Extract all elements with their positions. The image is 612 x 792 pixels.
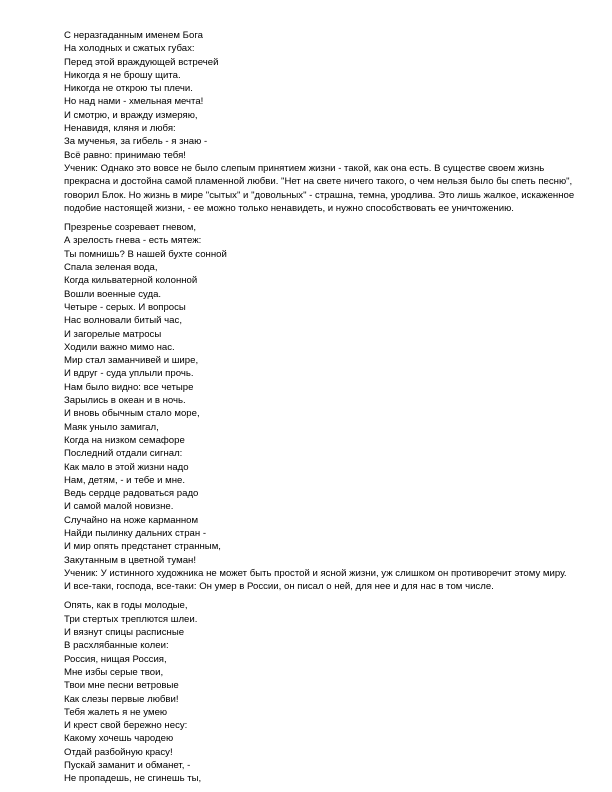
document-page [64,29,584,786]
poem-line: Мир стал заманчивей и шире, [64,355,199,367]
poem-line: Пускай заманит и обманет, - [64,760,191,772]
poem-line: За мученья, за гибель - я знаю - [64,136,208,148]
poem-line: Как слезы первые любви! [64,693,179,705]
poem-stanza-2 [64,221,584,567]
poem-line: Не пропадешь, не сгинешь ты, [64,773,202,785]
poem-line: В расхлябанные колеи: [64,640,169,652]
poem-line: Какому хочешь чародею [64,733,174,745]
poem-line: И вновь обычным стало море, [64,408,200,420]
poem-line: Опять, как в годы молодые, [64,600,188,612]
poem-line: И вдруг - суда уплыли прочь. [64,368,194,380]
poem-line: Отдай разбойную красу! [64,746,173,758]
poem-line: Когда кильватерной колонной [64,275,198,287]
poem-line: Никогда не открою ты плечи. [64,83,193,95]
poem-line: Маяк уныло замигал, [64,421,159,433]
poem-line: Ведь сердце радоваться радо [64,488,199,500]
poem-stanza-1 [64,29,584,162]
poem-stanza-3 [64,599,584,785]
poem-line: Твои мне песни ветровые [64,680,179,692]
poem-line: Нам было видно: все четыре [64,381,194,393]
poem-line: Мне избы серые твои, [64,666,164,678]
poem-line: А зрелость гнева - есть мятеж: [64,235,202,247]
poem-line: И самой малой новизне. [64,501,174,513]
poem-line: Найди пылинку дальних стран - [64,527,207,539]
student-comment-2 [64,567,584,594]
poem-line: Нам, детям, - и тебе и мне. [64,474,186,486]
poem-line: Закутанным в цветной туман! [64,554,197,566]
poem-line: Зарылись в океан и в ночь. [64,395,186,407]
poem-line: И мир опять предстанет странным, [64,541,221,553]
poem-line: Ненавидя, кляня и любя: [64,123,176,135]
poem-line: И крест свой бережно несу: [64,720,188,732]
poem-line: На холодных и сжатых губах: [64,43,195,55]
poem-line: Никогда я не брошу щита. [64,69,181,81]
poem-line: Ходили важно мимо нас. [64,341,175,353]
poem-line: Ты помнишь? В нашей бухте сонной [64,248,227,260]
student-comment-1: Ученик: Однако это вовсе не было слепым принятием жизни - такой, как она есть. В существе своем жизнь прекрасна и достойна самой пламенной любви. "Нет на свете ничего такого, о чем нельзя было бы спеть песню", говорил Блок. Но жизнь в мире "сытых" и "довольных" - страшна, темна, уродлива. Это лишь жалкое, искаженное подобие настоящей жизни, - ее можно только ненавидеть, и нужно способствовать ее уничтожению. [64,162,575,214]
poem-line: И вязнут спицы расписные [64,627,185,639]
poem-line: И загорелые матросы [64,328,162,340]
comment-line: Ученик: У истинного художника не может быть простой и ясной жизни, уж слишком он противоречит этому миру. [64,567,567,579]
poem-line: И смотрю, и вражду измеряю, [64,109,198,121]
poem-line: Вошли военные суда. [64,288,162,300]
poem-line: Презренье созревает гневом, [64,222,197,234]
poem-line: Но над нами - хмельная мечта! [64,96,204,108]
poem-line: Когда на низком семафоре [64,434,185,446]
poem-line: Всё равно: принимаю тебя! [64,149,186,161]
poem-line: Три стертых треплются шлеи. [64,613,198,625]
poem-line: Как мало в этой жизни надо [64,461,189,473]
poem-line: С неразгаданным именем Бога [64,30,203,41]
poem-line: Нас волновали битый час, [64,315,182,327]
poem-line: Россия, нищая Россия, [64,653,167,665]
poem-line: Последний отдали сигнал: [64,448,183,460]
comment-line: И все-таки, господа, все-таки: Он умер в России, он писал о ней, для нее и для нас в том числе. [64,581,494,593]
poem-line: Тебя жалеть я не умею [64,706,168,718]
poem-line: Спала зеленая вода, [64,262,158,274]
poem-line: Четыре - серых. И вопросы [64,301,186,313]
poem-line: Случайно на ноже карманном [64,514,199,526]
poem-line: Перед этой враждующей встречей [64,56,219,68]
